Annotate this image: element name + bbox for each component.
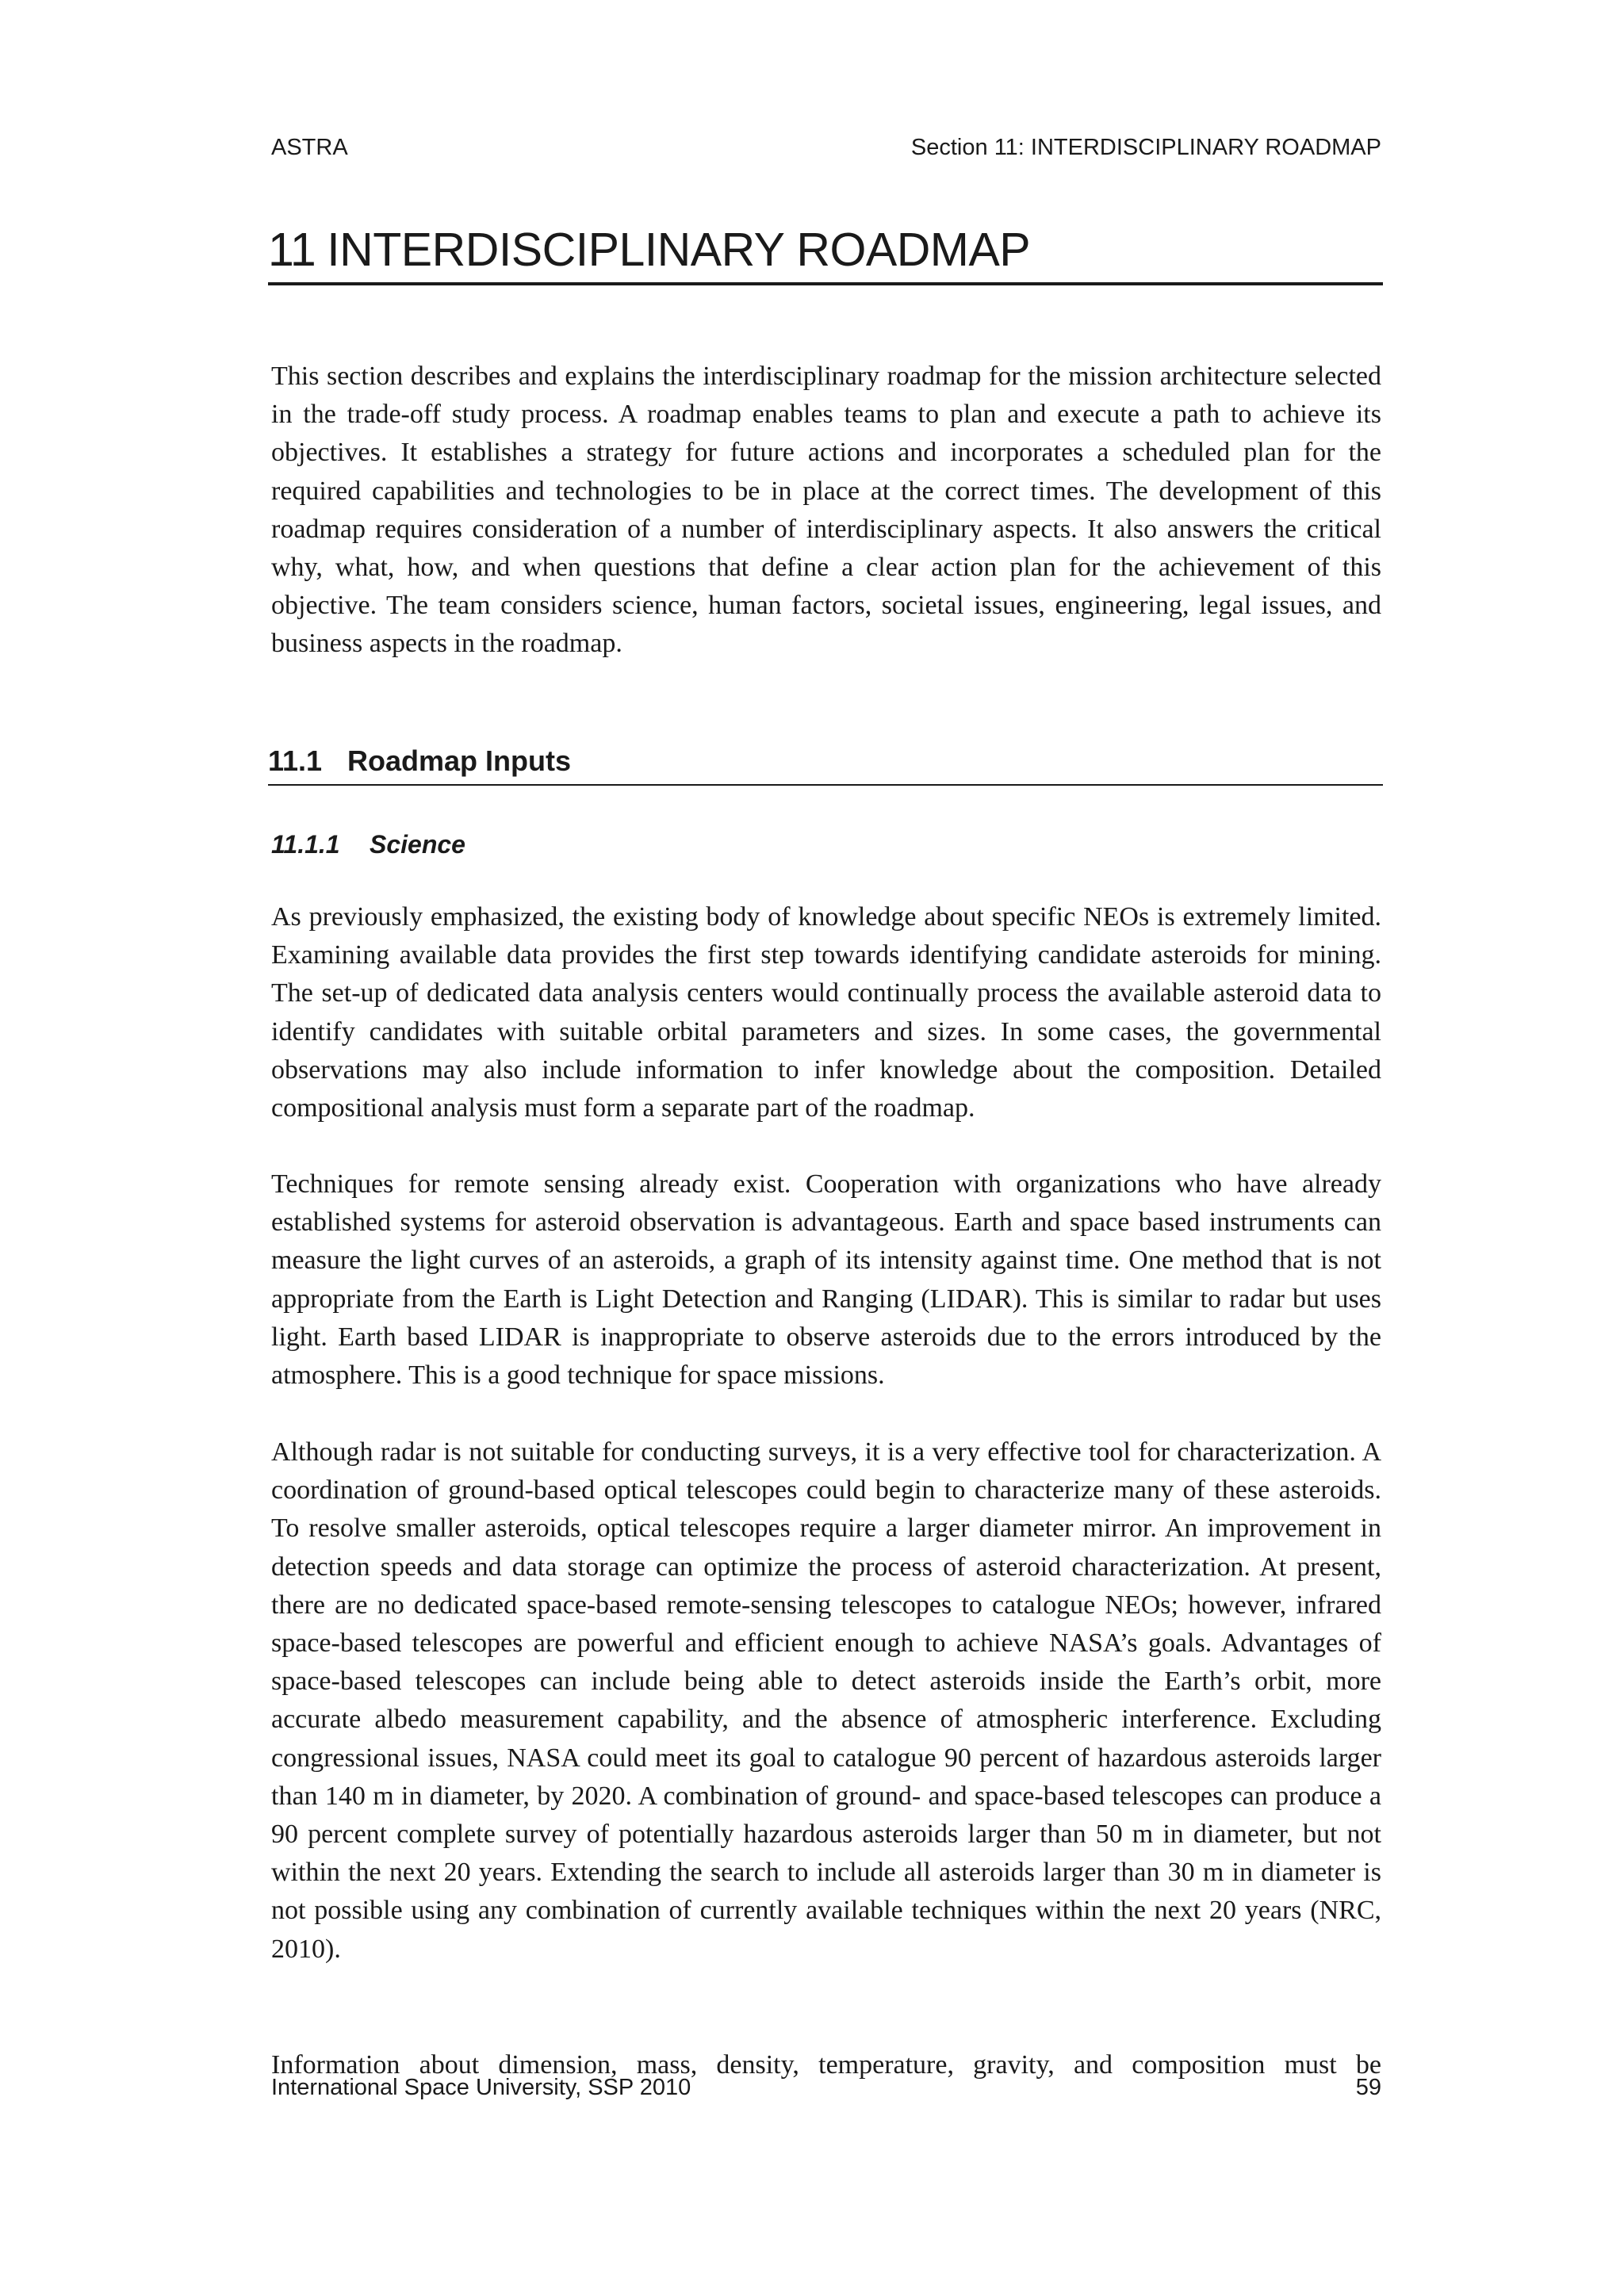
paragraph-science-1: As previously emphasized, the existing body of knowledge about specific NEOs is extremely limited. Examining available data provides the first step towards identifying candidate asteroids for mining. The set-up of dedicated data analysis centers would continually process the available asteroid data to identify candidates with suitable orbital parameters and sizes. In some cases, the governmental observations may also include information to infer knowledge about the composition. Detailed compositional analysis must form a separate part of the roadmap. xyxy=(271,902,1381,1123)
intro-paragraph: This section describes and explains the interdisciplinary roadmap for the mission architecture selected in the trade-off study process. A roadmap enables teams to plan and execute a path to achieve its objectives. It establishes a strategy for future actions and incorporates a scheduled plan for the required capabilities and technologies to be in place at the correct times. The development of this roadmap requires consideration of a number of interdisciplinary aspects. It also answers the critical why, what, how, and when questions that define a clear action plan for the achievement of this objective. The team considers science, human factors, societal issues, engineering, legal issues, and business aspects in the roadmap. xyxy=(271,362,1381,659)
running-footer xyxy=(271,2073,1381,2102)
page-number: 59 xyxy=(1355,2075,1381,2100)
running-header xyxy=(271,133,1381,162)
section-title: Roadmap Inputs xyxy=(347,744,572,777)
subsection-title: Science xyxy=(370,830,465,859)
header-right: Section 11: INTERDISCIPLINARY ROADMAP xyxy=(910,135,1381,160)
subsection-number: 11.1.1 xyxy=(271,830,340,859)
paragraph-science-3: Although radar is not suitable for conducting surveys, it is a very effective tool for characterization. A coordination of ground-based optical telescopes could begin to characterize many of these asteroids. To resolve smaller asteroids, optical telescopes require a larger diameter mirror. An improvement in detection speeds and data storage can optimize the process of asteroid characterization. At present, there are no dedicated space-based remote-sensing telescopes to catalogue NEOs; however, infrared space-based telescopes are powerful and efficient enough to achieve NASA’s goals. Advantages of space-based telescopes can include being able to detect asteroids inside the Earth’s orbit, more accurate albedo measurement capability, and the absence of atmospheric interference. Excluding congressional issues, NASA could meet its goal to catalogue 90 percent of hazardous asteroids larger than 140 m in diameter, by 2020. A combination of ground- and space-based telescopes can produce a 90 percent complete survey of potentially hazardous asteroids larger than 50 m in diameter, but not within the next 20 years. Extending the search to include all asteroids larger than 30 m in diameter is not possible using any combination of currently available techniques within the next 20 years (NRC, 2010). xyxy=(271,1437,1381,1964)
paragraph-science-2: Techniques for remote sensing already exist. Cooperation with organizations who have already established systems for asteroid observation is advantageous. Earth and space based instruments can measure the light curves of an asteroids, a graph of its intensity against time. One method that is not appropriate from the Earth is Light Detection and Ranging (LIDAR). This is similar to radar but uses light. Earth based LIDAR is inappropriate to observe asteroids due to the errors introduced by the atmosphere. This is a good technique for space missions. xyxy=(271,1169,1381,1391)
header-left: ASTRA xyxy=(271,135,348,160)
chapter-heading xyxy=(268,222,1383,285)
subsection-heading xyxy=(271,828,465,860)
paragraph-science-4: Information about dimension, mass, density, temperature, gravity, and composition must be xyxy=(271,2050,1381,2080)
footer-left: International Space University, SSP 2010 xyxy=(271,2075,691,2100)
chapter-number: 11 xyxy=(268,224,316,276)
section-number: 11.1 xyxy=(268,744,323,777)
chapter-title: INTERDISCIPLINARY ROADMAP xyxy=(327,224,1031,276)
section-heading xyxy=(268,743,1383,786)
